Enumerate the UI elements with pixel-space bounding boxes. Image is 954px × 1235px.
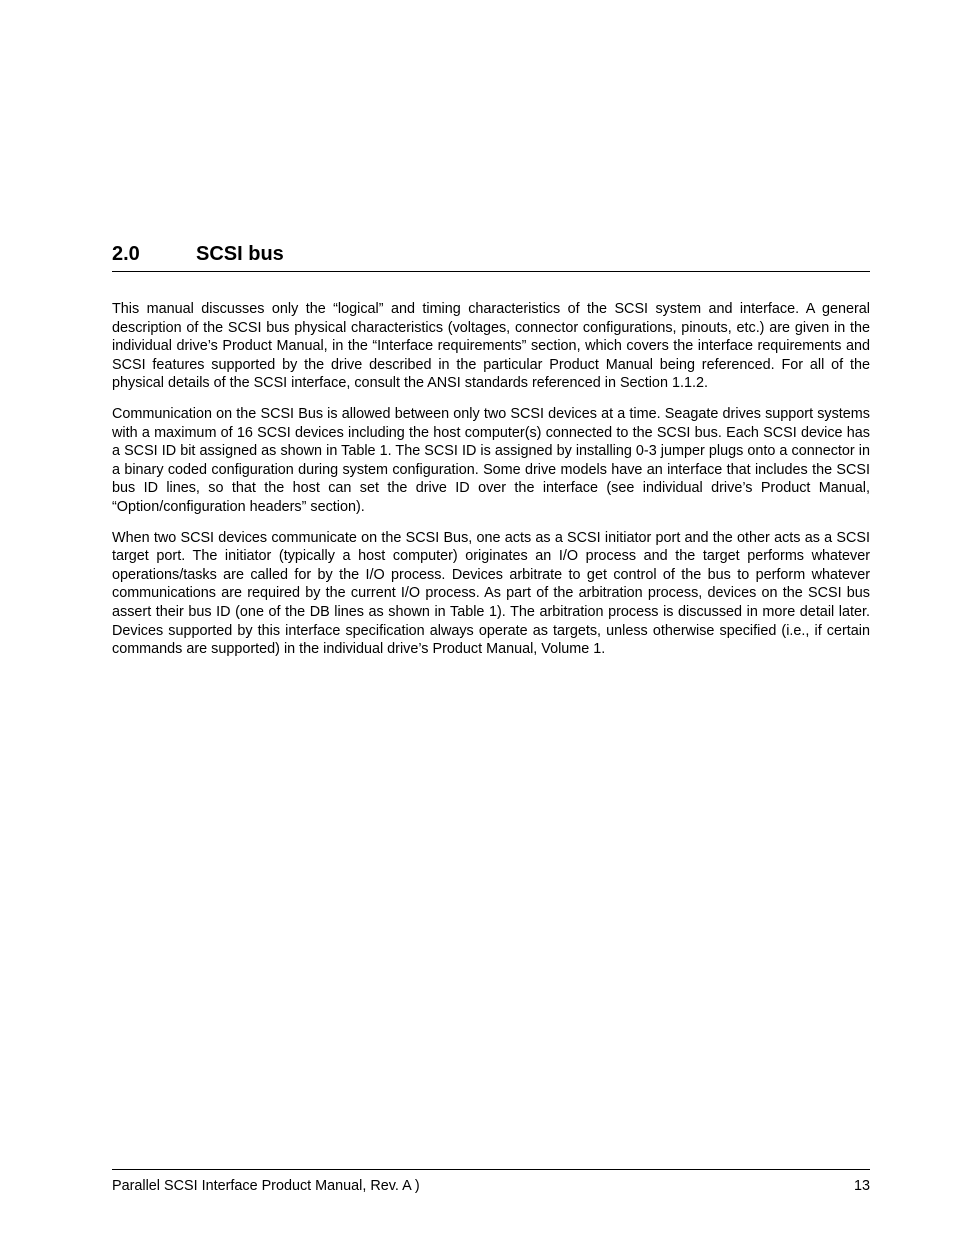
section-title: SCSI bus bbox=[196, 243, 284, 265]
page-footer bbox=[112, 1169, 870, 1200]
paragraph-overview: This manual discusses only the “logical” and timing characteristics of the SCSI system and interface. A general description of the SCSI bus physical characteristics (voltages, connector configurations, pinouts, etc.) are given in the individual drive’s Product Manual, in the “Interface requirements” section, which covers the interface requirements and SCSI features supported by the drive described in the particular Product Manual being referenced. For all of the physical details of the SCSI interface, consult the ANSI standards referenced in Section 1.1.2. bbox=[112, 301, 870, 392]
section-number: 2.0 bbox=[112, 243, 140, 265]
paragraph-communication: Communication on the SCSI Bus is allowed between only two SCSI devices at a time. Seagate drives support systems with a maximum of 16 SCSI devices including the host computer(s) connected to the SCSI bus. Each SCSI device has a SCSI ID bit assigned as shown in Table 1. The SCSI ID is assigned by installing 0-3 jumper plugs onto a connector in a binary coded configuration during system configuration. Some drive models have an interface that includes the SCSI bus ID lines, so that the host can set the drive ID over the interface (see individual drive’s Product Manual, “Option/configuration headers” section). bbox=[112, 405, 870, 515]
section-heading bbox=[112, 240, 870, 272]
footer-page-number: 13 bbox=[853, 1178, 870, 1194]
paragraph-initiator-target: When two SCSI devices communicate on the SCSI Bus, one acts as a SCSI initiator port and the other acts as a SCSI target port. The initiator (typically a host computer) originates an I/O process and the target performs whatever operations/tasks are called for by the I/O process. Devices arbitrate to get control of the bus to perform whatever communications are required by the current I/O process. As part of the arbitration process, devices on the SCSI bus assert their bus ID (one of the DB lines as shown in Table 1). The arbitration process is discussed in more detail later. Devices supported by this interface specification always operate as targets, unless otherwise specified (i.e., if certain commands are supported) in the individual drive’s Product Manual, Volume 1. bbox=[112, 529, 870, 658]
body-text bbox=[112, 300, 870, 671]
footer-document-title: Parallel SCSI Interface Product Manual, Rev. A ) bbox=[112, 1178, 420, 1194]
